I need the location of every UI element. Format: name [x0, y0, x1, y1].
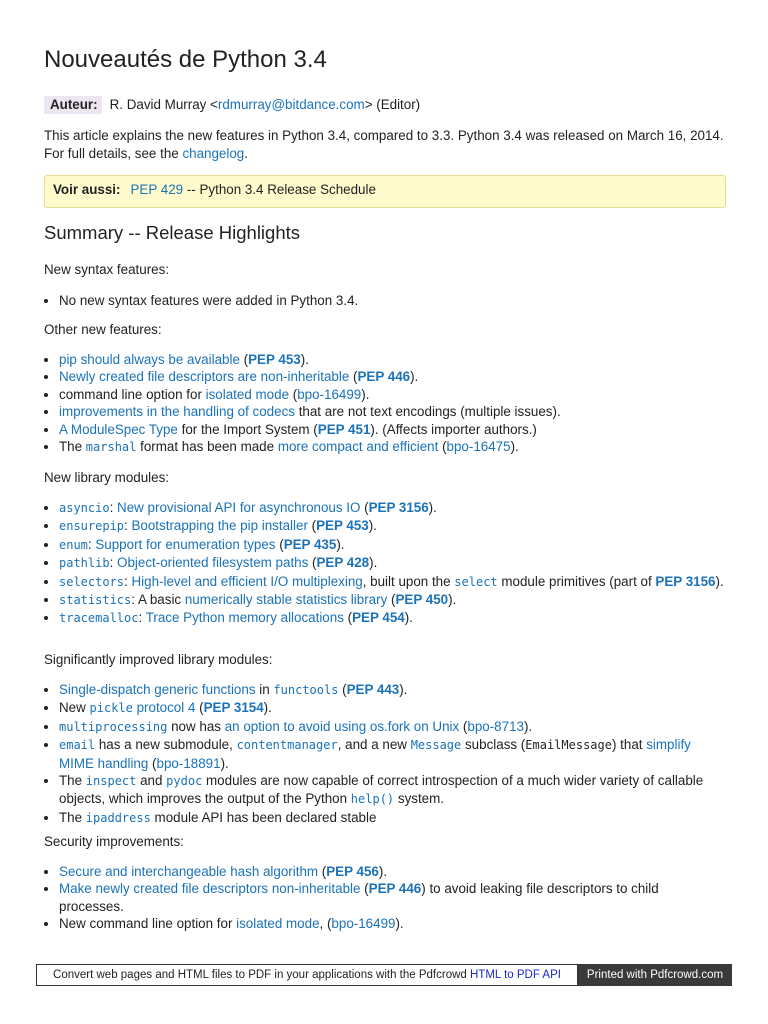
list-item: • Secure and interchangeable hash algorithm (PEP 456).	[59, 863, 726, 880]
list-item: • email has a new submodule, contentmanager, and a new Message subclass (EmailMessage) that simplify MIME handling (bpo-18891).	[59, 736, 726, 772]
item-text: , and a new	[337, 737, 411, 753]
single-dispatch-link[interactable]: Single-dispatch generic functions	[59, 682, 256, 697]
item-text: The	[59, 773, 86, 789]
list-item: • asyncio: New provisional API for asynchronous IO (PEP 3156).	[59, 499, 726, 517]
list-item: • No new syntax features were added in Python 3.4.	[59, 292, 726, 309]
inspect-link[interactable]: inspect	[85, 774, 137, 789]
changelog-link[interactable]: changelog	[182, 146, 245, 161]
pep-443-link[interactable]: PEP 443	[346, 682, 400, 697]
library-list	[44, 499, 726, 628]
functools-link[interactable]: functools	[273, 683, 339, 697]
marshal-link[interactable]: marshal	[85, 440, 137, 455]
item-text: and	[136, 773, 167, 789]
security-heading: Security improvements:	[44, 834, 184, 849]
contentmanager-link[interactable]: contentmanager	[236, 738, 338, 753]
pep-446-link[interactable]: PEP 446	[368, 881, 422, 897]
email-link[interactable]: email	[59, 738, 96, 753]
list-item: • Single-dispatch generic functions in functools (PEP 443).	[59, 681, 726, 699]
pep-435-link[interactable]: PEP 435	[283, 536, 337, 552]
item-text: module API has been declared stable	[150, 809, 377, 825]
mime-handling-link[interactable]: simplify MIME handling	[59, 737, 691, 771]
help-link[interactable]: help()	[350, 792, 395, 807]
list-item: • enum: Support for enumeration types (PEP 435).	[59, 536, 726, 554]
list-item: • selectors: High-level and efficient I/O multiplexing, built upon the select module primitives (part of PEP 3156).	[59, 573, 726, 591]
item-text: subclass (	[461, 737, 526, 753]
summary-heading: Summary -- Release Highlights	[44, 222, 301, 243]
footer-promo	[36, 964, 578, 986]
asyncio-desc-link[interactable]: New provisional API for asynchronous IO	[117, 500, 361, 515]
tracemalloc-desc-link[interactable]: Trace Python memory allocations	[145, 610, 344, 626]
pep-3156-link[interactable]: PEP 3156	[655, 573, 716, 589]
list-item	[59, 809, 726, 827]
see-also-label: Voir aussi:	[53, 182, 121, 197]
syntax-heading: New syntax features:	[44, 262, 170, 277]
list-item: • The marshal format has been made more compact and efficient (bpo-16475).	[59, 438, 726, 456]
pep-456-link[interactable]: PEP 456	[326, 864, 379, 879]
item-text: New	[59, 700, 90, 716]
footer-text: Convert web pages and HTML files to PDF in your applications with the Pdfcrowd	[53, 969, 470, 981]
item-text: ) to avoid leaking file descriptors to child processes.	[59, 881, 659, 914]
pep-446-link[interactable]: PEP 446	[357, 369, 411, 385]
intro-paragraph	[44, 127, 726, 163]
item-text: ) that	[611, 737, 647, 753]
pep-451-link[interactable]: PEP 451	[317, 421, 371, 437]
list-item: • Newly created file descriptors are non-inheritable (PEP 446).	[59, 368, 726, 385]
list-item	[59, 403, 726, 420]
pep-3156-link[interactable]: PEP 3156	[368, 500, 429, 515]
message-link[interactable]: Message	[410, 738, 462, 753]
hash-algorithm-link[interactable]: Secure and interchangeable hash algorithm	[59, 864, 319, 879]
item-text: module primitives (part of	[497, 573, 656, 589]
pep-450-link[interactable]: PEP 450	[395, 592, 449, 608]
statistics-link[interactable]: statistics	[59, 593, 132, 608]
enum-desc-link[interactable]: Support for enumeration types	[95, 536, 276, 552]
enum-link[interactable]: enum	[59, 537, 88, 552]
ensurepip-desc-link[interactable]: Bootstrapping the pip installer	[131, 518, 308, 534]
fd-noninheritable-link[interactable]: Make newly created file descriptors non-inheritable	[59, 881, 361, 897]
author-name: R. David Murray <	[109, 97, 218, 112]
intro-end: .	[244, 146, 248, 161]
selectors-desc-link[interactable]: High-level and efficient I/O multiplexing	[131, 573, 363, 589]
author-label: Auteur:	[44, 96, 102, 114]
pep-3154-link[interactable]: PEP 3154	[203, 700, 264, 716]
modulespec-link[interactable]: A ModuleSpec Type	[59, 421, 178, 437]
bpo-8713-link[interactable]: bpo-8713	[467, 718, 524, 734]
marshal-compact-link[interactable]: more compact and efficient	[277, 439, 439, 455]
pip-link[interactable]: pip should always be available	[59, 352, 240, 367]
see-also-text: -- Python 3.4 Release Schedule	[183, 182, 376, 197]
list-item: • statistics: A basic numerically stable statistics library (PEP 450).	[59, 591, 726, 609]
item-text: format has been made	[136, 439, 278, 455]
intro-text: This article explains the new features in Python 3.4, compared to 3.3. Python 3.4 was released on March 16, 2014. For full details, see the	[44, 128, 724, 161]
asyncio-link[interactable]: asyncio	[59, 501, 110, 515]
bpo-18891-link[interactable]: bpo-18891	[156, 755, 221, 771]
item-text: that are not text encodings (multiple issues).	[294, 404, 561, 420]
list-item: • command line option for isolated mode (bpo-16499).	[59, 386, 726, 403]
pep-428-link[interactable]: PEP 428	[316, 555, 370, 571]
other-heading: Other new features:	[44, 322, 162, 337]
bpo-16499-link[interactable]: bpo-16499	[297, 386, 362, 402]
security-list	[44, 863, 726, 933]
ensurepip-link[interactable]: ensurepip	[59, 519, 125, 534]
pep-454-link[interactable]: PEP 454	[352, 610, 405, 626]
select-link[interactable]: select	[454, 574, 498, 589]
see-also-box	[44, 175, 726, 208]
other-features-list	[44, 351, 726, 456]
pathlib-link[interactable]: pathlib	[59, 556, 110, 571]
item-text: , built upon the	[362, 573, 455, 589]
pickle-protocol-link[interactable]: pickle protocol 4	[89, 700, 196, 716]
list-item: • multiprocessing now has an option to avoid using os.fork on Unix (bpo-8713).	[59, 718, 726, 736]
list-item: • pathlib: Object-oriented filesystem paths (PEP 428).	[59, 554, 726, 572]
item-text: ). (Affects importer authors.)	[370, 421, 537, 437]
author-row	[44, 96, 420, 114]
os-fork-link[interactable]: an option to avoid using os.fork on Unix	[224, 718, 460, 734]
page-title: Nouveautés de Python 3.4	[44, 46, 327, 73]
pathlib-desc-link[interactable]: Object-oriented filesystem paths	[117, 555, 309, 571]
html-to-pdf-link[interactable]: HTML to PDF API	[470, 969, 561, 981]
list-item: • pip should always be available (PEP 453).	[59, 351, 726, 368]
item-text: command line option for	[59, 386, 206, 402]
list-item: • ensurepip: Bootstrapping the pip installer (PEP 453).	[59, 517, 726, 535]
item-text: in	[255, 682, 274, 697]
improved-list	[44, 681, 726, 827]
pep-429-link[interactable]: PEP 429	[130, 182, 184, 197]
multiprocessing-link[interactable]: multiprocessing	[59, 719, 168, 734]
author-email-link[interactable]: rdmurray@bitdance.com	[217, 97, 365, 112]
statistics-desc-link[interactable]: numerically stable statistics library	[184, 592, 388, 608]
isolated-mode-link[interactable]: isolated mode	[236, 916, 320, 932]
selectors-link[interactable]: selectors	[59, 574, 125, 589]
pydoc-link[interactable]: pydoc	[166, 774, 203, 789]
item-text: system.	[394, 791, 445, 807]
syntax-list	[44, 292, 726, 309]
list-item: • tracemalloc: Trace Python memory allocations (PEP 454).	[59, 609, 726, 627]
improved-heading: Significantly improved library modules:	[44, 652, 273, 667]
list-item: • New command line option for isolated mode, (bpo-16499).	[59, 915, 726, 932]
item-text: The	[59, 809, 86, 825]
list-item	[59, 421, 726, 438]
tracemalloc-link[interactable]: tracemalloc	[59, 611, 139, 626]
library-heading: New library modules:	[44, 470, 170, 485]
ipaddress-link[interactable]: ipaddress	[85, 810, 151, 825]
list-item: • New pickle protocol 4 (PEP 3154).	[59, 699, 726, 717]
isolated-mode-link[interactable]: isolated mode	[205, 386, 290, 402]
pep-453-link[interactable]: PEP 453	[248, 352, 301, 367]
emailmessage-code: EmailMessage	[525, 738, 612, 753]
fd-noninheritable-link[interactable]: Newly created file descriptors are non-inheritable	[59, 369, 350, 385]
bpo-16475-link[interactable]: bpo-16475	[446, 439, 511, 455]
item-text: The	[59, 439, 86, 455]
pdfcrowd-footer	[36, 964, 732, 986]
item-text: has a new submodule,	[95, 737, 237, 753]
list-item: • Make newly created file descriptors non-inheritable (PEP 446) to avoid leaking file descriptors to child processes.	[59, 880, 726, 915]
item-text: New command line option for	[59, 916, 237, 932]
item-text: modules are now capable of correct introspection of a much wider variety of callable objects, which improves the output of the Python	[59, 773, 704, 807]
item-text: now has	[167, 718, 225, 734]
pep-453-link[interactable]: PEP 453	[316, 518, 369, 534]
codecs-link[interactable]: improvements in the handling of codecs	[59, 404, 295, 420]
list-item	[59, 772, 726, 809]
author-editor: > (Editor)	[364, 97, 421, 112]
item-text: for the Import System (	[177, 421, 318, 437]
printed-with-badge[interactable]: Printed with Pdfcrowd.com	[578, 964, 732, 986]
bpo-16499-link[interactable]: bpo-16499	[331, 916, 396, 932]
item-text: : A basic	[131, 592, 185, 608]
